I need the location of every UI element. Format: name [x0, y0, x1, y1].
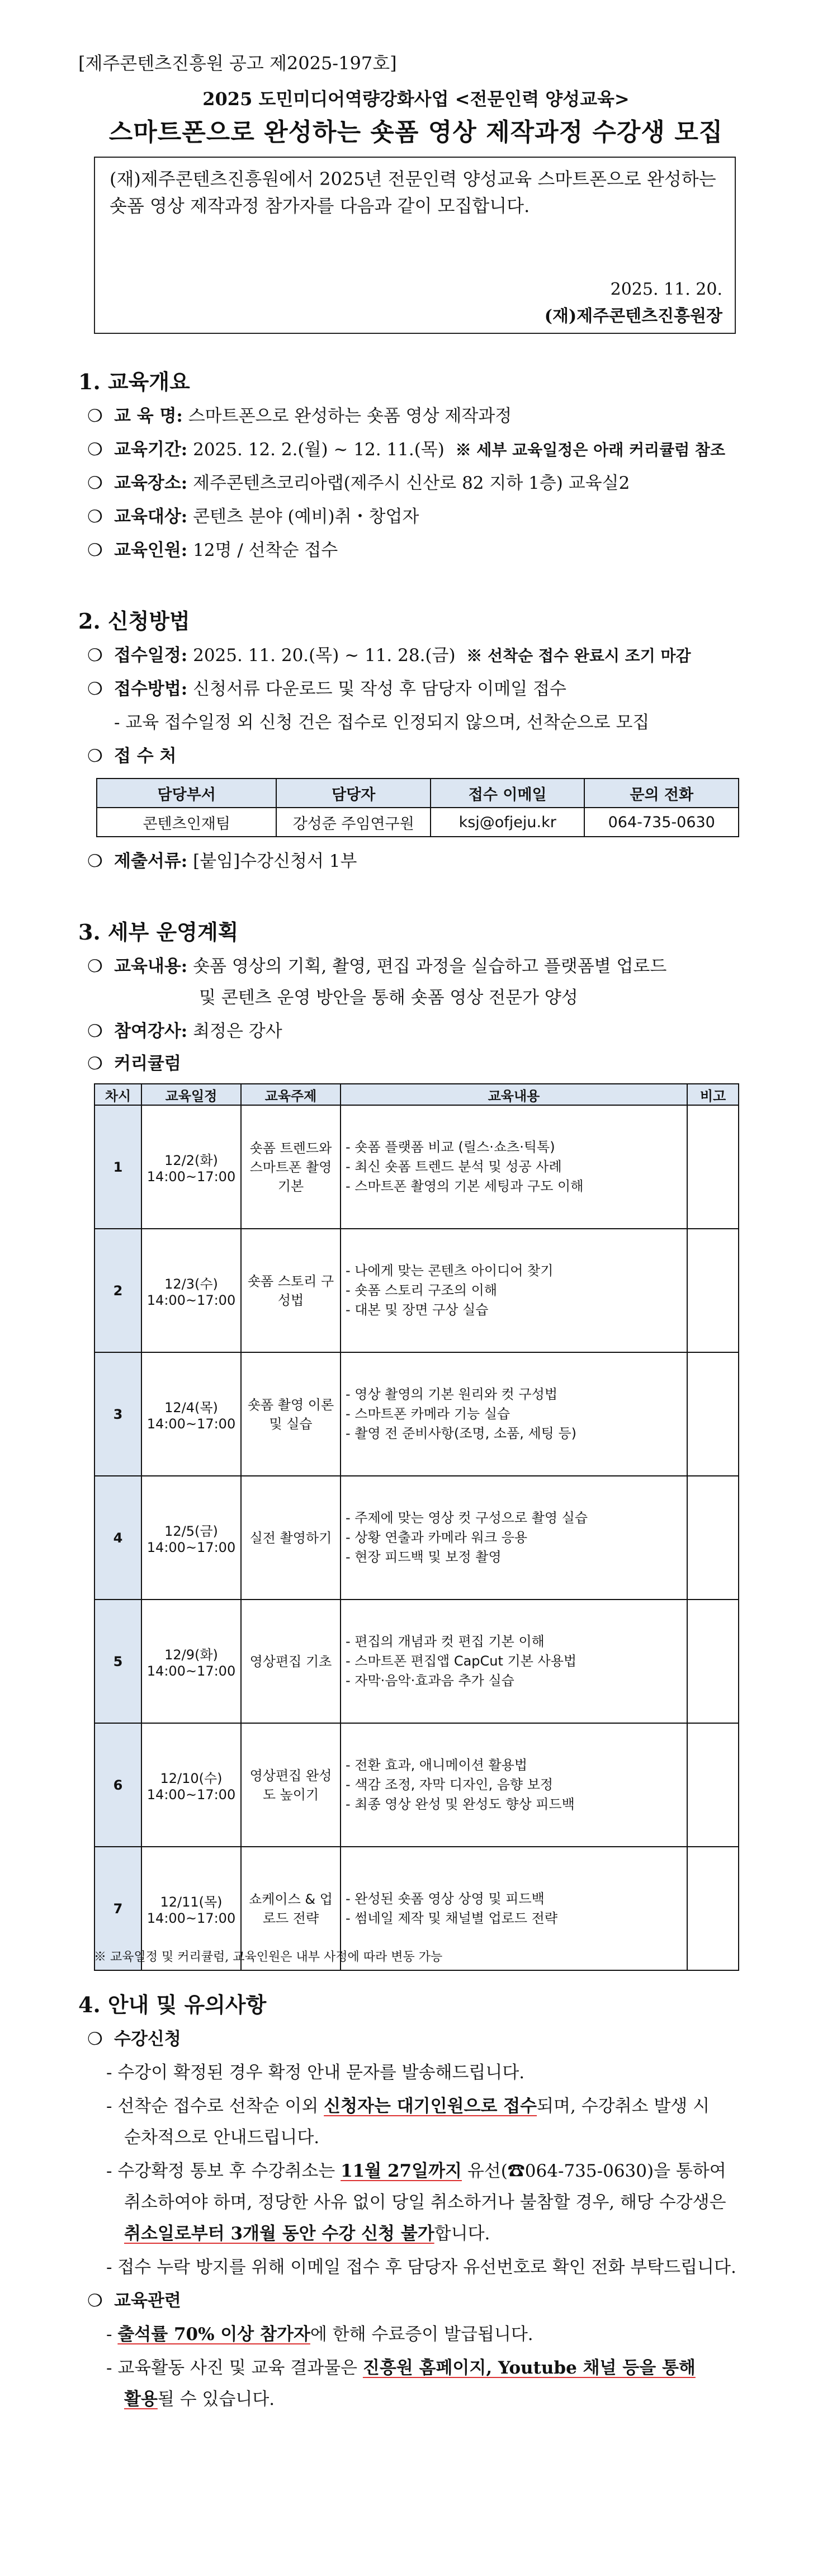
session-number: 2	[94, 1229, 141, 1352]
content-line: - 나에게 맞는 콘텐츠 아이디어 찾기	[346, 1263, 554, 1278]
session-date: 12/3(수)	[164, 1276, 218, 1292]
content-line: - 숏폼 플랫폼 비교 (릴스·쇼츠·틱톡)	[346, 1139, 555, 1155]
bullet-icon: ❍	[87, 2291, 103, 2311]
session-content	[341, 1476, 687, 1600]
department-cell: 콘텐츠인재팀	[97, 808, 276, 837]
table-header: 교육내용	[341, 1084, 687, 1105]
bullet-icon: ❍	[87, 851, 103, 871]
content-line: - 전환 효과, 애니메이션 활용법	[346, 1757, 528, 1773]
session-topic: 영상편집 완성도 높이기	[241, 1723, 341, 1847]
session-content	[341, 1229, 687, 1352]
notice-item-cont: 활용될 수 있습니다.	[124, 2389, 275, 2409]
session-content	[341, 1723, 687, 1847]
session-note	[687, 1476, 739, 1600]
bullet-icon: ❍	[87, 507, 103, 527]
session-time: 14:00~17:00	[146, 1787, 236, 1803]
edu-label-row: ❍ 교육관련	[87, 2291, 181, 2311]
content-line: - 자막·음악·효과음 추가 실습	[346, 1673, 514, 1688]
session-time: 14:00~17:00	[146, 1292, 236, 1308]
course-place-row: ❍ 교육장소: 제주콘텐츠코리아랩(제주시 신산로 82 지하 1층) 교육실2	[87, 473, 630, 493]
contact-person-cell: 강성준 주임연구원	[276, 808, 431, 837]
table-header: 담당자	[276, 779, 431, 808]
notice-item: - 수강확정 통보 후 수강취소는 11월 27일까지 유선(☎064-735-0630)을 통하여	[106, 2161, 726, 2181]
session-date: 12/4(목)	[164, 1400, 218, 1416]
session-date: 12/2(화)	[164, 1153, 218, 1168]
content-line: - 스마트폰 촬영의 기본 세팅과 구도 이해	[346, 1178, 584, 1194]
table-row	[97, 808, 739, 837]
course-name-row: ❍ 교 육 명: 스마트폰으로 완성하는 숏폼 영상 제작과정	[87, 406, 512, 426]
session-topic: 숏폼 스토리 구성법	[241, 1229, 341, 1352]
session-number: 1	[94, 1105, 141, 1229]
bullet-icon: ❍	[87, 645, 103, 666]
bullet-icon: ❍	[87, 1021, 103, 1041]
content-line: - 최신 숏폼 트렌드 분석 및 성공 사례	[346, 1159, 562, 1174]
session-number: 5	[94, 1600, 141, 1723]
content-line: - 주제에 맞는 영상 컷 구성으로 촬영 실습	[346, 1510, 588, 1526]
program-title: 2025 도민미디어역량강화사업 <전문인력 양성교육>	[202, 88, 630, 110]
table-row	[94, 1229, 739, 1352]
course-target-row: ❍ 교육대상: 콘텐츠 분야 (예비)취・창업자	[87, 507, 419, 527]
bullet-icon: ❍	[87, 540, 103, 560]
content-line: - 완성된 숏폼 영상 상영 및 피드백	[346, 1890, 545, 1907]
session-note	[687, 1229, 739, 1352]
bullet-icon: ❍	[87, 2029, 103, 2049]
apply-method-note: - 교육 접수일정 외 신청 건은 접수로 인정되지 않으며, 선착순으로 모집	[114, 713, 650, 733]
notice-number: [제주콘텐츠진흥원 공고 제2025-197호]	[78, 53, 397, 74]
session-number: 6	[94, 1723, 141, 1847]
content-row: ❍ 교육내용: 숏폼 영상의 기획, 촬영, 편집 과정을 실습하고 플랫폼별 업로드	[87, 956, 667, 976]
contact-table	[96, 778, 739, 837]
section-4-heading: 4. 안내 및 유의사항	[78, 1992, 267, 2017]
session-content	[341, 1105, 687, 1229]
session-time: 14:00~17:00	[146, 1169, 236, 1185]
curriculum-table	[94, 1083, 739, 1971]
content-line: - 스마트폰 카메라 기능 실습	[346, 1406, 510, 1422]
lecturer-row: ❍ 참여강사: 최정은 강사	[87, 1021, 282, 1041]
session-note	[687, 1600, 739, 1723]
notice-item: - 선착순 접수로 선착순 이외 신청자는 대기인원으로 접수되며, 수강취소 발생 시	[106, 2096, 710, 2116]
table-row	[94, 1723, 739, 1847]
content-line: - 스마트폰 편집앱 CapCut 기본 사용법	[346, 1653, 577, 1669]
course-count-row: ❍ 교육인원: 12명 / 선착순 접수	[87, 540, 338, 560]
apply-date-row: ❍ 접수일정: 2025. 11. 20.(목) ~ 11. 28.(금) ※ 선착순 접수 완료시 조기 마감	[87, 645, 691, 666]
session-schedule	[141, 1600, 241, 1723]
table-header: 접수 이메일	[431, 779, 585, 808]
session-topic: 영상편집 기초	[241, 1600, 341, 1723]
section-3-heading: 3. 세부 운영계획	[78, 919, 239, 945]
content-row-cont: 및 콘텐츠 운영 방안을 통해 숏폼 영상 전문가 양성	[199, 988, 578, 1008]
course-period-row: ❍ 교육기간: 2025. 12. 2.(월) ~ 12. 11.(목) ※ 세부 교육일정은 아래 커리큘럼 참조	[87, 440, 726, 460]
content-line: - 현장 피드백 및 보정 촬영	[346, 1549, 502, 1565]
session-topic: 숏폼 트렌드와 스마트폰 촬영 기본	[241, 1105, 341, 1229]
session-topic: 쇼케이스 & 업로드 전략	[241, 1847, 341, 1970]
notice-item-cont: 순차적으로 안내드립니다.	[124, 2127, 320, 2148]
notice-item: - 출석률 70% 이상 참가자에 한해 수료증이 발급됩니다.	[106, 2324, 533, 2344]
notice-item: - 접수 누락 방지를 위해 이메일 접수 후 담당자 유선번호로 확인 전화 부탁드립니다.	[106, 2257, 736, 2277]
notice-item-cont: 취소일로부터 3개월 동안 수강 신청 불가합니다.	[124, 2224, 490, 2244]
session-schedule	[141, 1352, 241, 1476]
table-header: 비고	[687, 1084, 739, 1105]
session-content	[341, 1600, 687, 1723]
intro-text: (재)제주콘텐츠진흥원에서 2025년 전문인력 양성교육 스마트폰으로 완성하는 숏폼 영상 제작과정 참가자를 다음과 같이 모집합니다.	[110, 168, 716, 216]
table-header: 교육일정	[141, 1084, 241, 1105]
email-cell[interactable]: ksj@ofjeju.kr	[431, 808, 585, 837]
footnote: ※ 교육일정 및 커리큘럼, 교육인원은 내부 사정에 따라 변동 가능	[94, 1950, 443, 1964]
content-line: - 썸네일 제작 및 채널별 업로드 전략	[346, 1910, 558, 1926]
bullet-icon: ❍	[87, 1054, 103, 1074]
session-date: 12/11(목)	[160, 1894, 223, 1910]
documents-row: ❍ 제출서류: [붙임]수강신청서 1부	[87, 851, 357, 871]
session-note	[687, 1847, 739, 1970]
session-schedule	[141, 1105, 241, 1229]
session-time: 14:00~17:00	[146, 1663, 236, 1679]
table-row	[94, 1476, 739, 1600]
apply-label-row: ❍ 수강신청	[87, 2029, 181, 2049]
session-date: 12/9(화)	[164, 1647, 218, 1663]
table-header: 교육주제	[241, 1084, 341, 1105]
apply-office-row: ❍ 접 수 처	[87, 746, 177, 766]
session-note	[687, 1105, 739, 1229]
bullet-icon: ❍	[87, 746, 103, 766]
phone-cell: 064-735-0630	[584, 808, 739, 837]
page-title: 스마트폰으로 완성하는 숏폼 영상 제작과정 수강생 모집	[108, 118, 724, 147]
curriculum-label-row: ❍ 커리큘럼	[87, 1054, 181, 1074]
table-row	[94, 1600, 739, 1723]
table-header-row	[94, 1084, 739, 1105]
table-header-row	[97, 779, 739, 808]
notice-item-cont: 취소하여야 하며, 정당한 사유 없이 당일 취소하거나 불참할 경우, 해당 수강생은	[124, 2192, 726, 2212]
session-number: 3	[94, 1352, 141, 1476]
bullet-icon: ❍	[87, 473, 103, 493]
session-topic: 실전 촬영하기	[241, 1476, 341, 1600]
bullet-icon: ❍	[87, 406, 103, 426]
table-header: 차시	[94, 1084, 141, 1105]
table-header: 문의 전화	[584, 779, 739, 808]
content-line: - 색감 조정, 자막 디자인, 음향 보정	[346, 1777, 554, 1792]
session-content	[341, 1352, 687, 1476]
session-note	[687, 1352, 739, 1476]
session-number: 7	[94, 1847, 141, 1970]
session-schedule	[141, 1476, 241, 1600]
session-schedule	[141, 1229, 241, 1352]
bullet-icon: ❍	[87, 956, 103, 976]
content-line: - 대본 및 장면 구상 실습	[346, 1302, 489, 1318]
content-line: - 상황 연출과 카메라 워크 응용	[346, 1530, 528, 1545]
content-line: - 촬영 전 준비사항(조명, 소품, 세팅 등)	[346, 1426, 576, 1441]
notice-item: - 교육활동 사진 및 교육 결과물은 진흥원 홈페이지, Youtube 채널 등을 통해	[106, 2358, 696, 2378]
bullet-icon: ❍	[87, 440, 103, 460]
table-row	[94, 1105, 739, 1229]
table-row	[94, 1352, 739, 1476]
session-time: 14:00~17:00	[146, 1416, 236, 1432]
session-date: 12/5(금)	[164, 1523, 218, 1539]
table-header: 담당부서	[97, 779, 276, 808]
session-number: 4	[94, 1476, 141, 1600]
bullet-icon: ❍	[87, 679, 103, 699]
session-time: 14:00~17:00	[146, 1910, 236, 1926]
section-1-heading: 1. 교육개요	[78, 369, 190, 394]
session-date: 12/10(수)	[160, 1771, 223, 1786]
session-topic: 숏폼 촬영 이론 및 실습	[241, 1352, 341, 1476]
section-2-heading: 2. 신청방법	[78, 608, 190, 634]
content-line: - 최종 영상 완성 및 완성도 향상 피드백	[346, 1796, 575, 1812]
content-line: - 편집의 개념과 컷 편집 기본 이해	[346, 1634, 545, 1649]
session-time: 14:00~17:00	[146, 1540, 236, 1555]
content-line: - 숏폼 스토리 구조의 이해	[346, 1282, 498, 1298]
session-schedule	[141, 1723, 241, 1847]
apply-method-row: ❍ 접수방법: 신청서류 다운로드 및 작성 후 담당자 이메일 접수	[87, 679, 566, 699]
content-line: - 영상 촬영의 기본 원리와 컷 구성법	[346, 1386, 558, 1402]
notice-item: - 수강이 확정된 경우 확정 안내 문자를 발송해드립니다.	[106, 2063, 525, 2083]
intro-date: 2025. 11. 20.	[610, 280, 722, 299]
intro-signature: (재)제주콘텐츠진흥원장	[544, 306, 722, 326]
session-note	[687, 1723, 739, 1847]
